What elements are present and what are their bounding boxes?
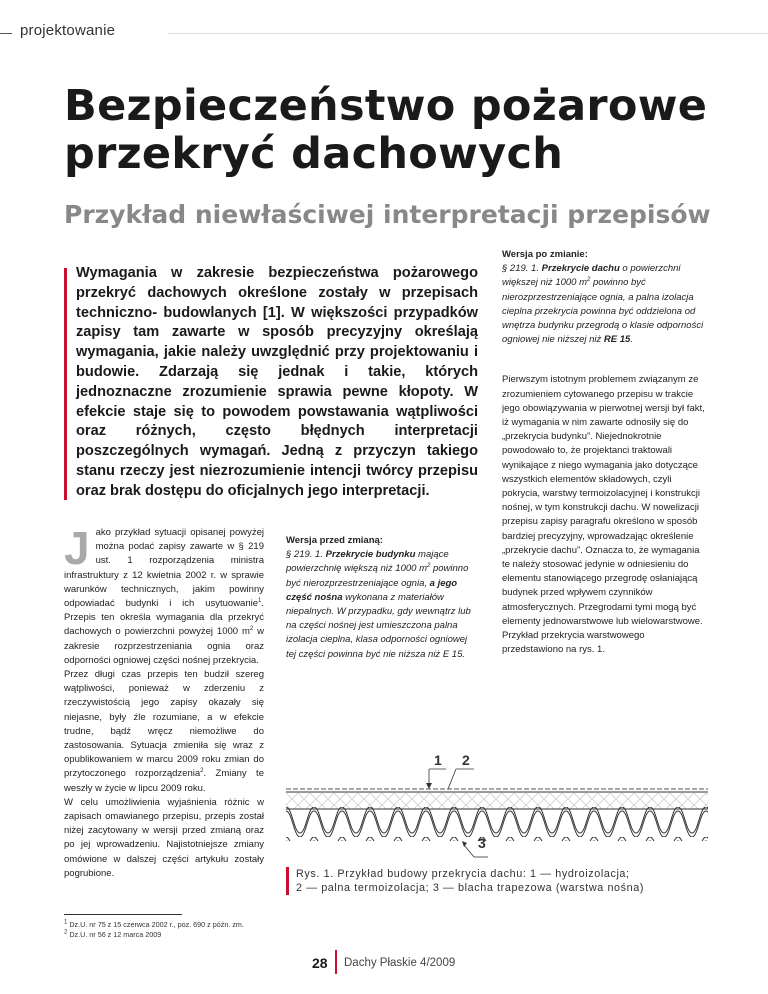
col1-paragraph-2: Przez długi czas przepis ten budził szereg wątpliwości, ponieważ w zderzeniu z rzeczywistością jego zapisy okazały się niejasne, były źle rozumiane, a w efekcie trudne, bądź wręcz niemożliwe do zastosowania. Sytuacja zmieniła się wraz z opublikowaniem w marcu 2009 roku zmian do przytoczonego rozporządzenia$^2$. Zmiany te weszły w życie w lipcu 2009 roku. bbox=[64, 669, 264, 794]
label-2: 2 bbox=[462, 752, 470, 768]
column-1 bbox=[64, 522, 265, 881]
section-label: projektowanie bbox=[20, 22, 116, 39]
version-after-quote: § 219. 1. Przekrycie dachu o powierzchni większej niż 1000 $m^2$ powinno być nierozprzestrzeniające ognia, a palna izolacja cieplna przekrycia powinna być oddzielona od wnętrza budynku przegrodą o klasie odporności ogniowej nie niższej niż RE 15. bbox=[502, 263, 704, 346]
title-line-1: Bezpieczeństwo pożarowe bbox=[64, 81, 708, 131]
lead-paragraph: Wymagania w zakresie bezpieczeństwa pożarowego przekryć dachowych określone zostały w przepisach techniczno- budowlanych [1]. W większości przypadków zapisy tam zawarte w sposób precyzyjny określają wymagania, jakie należy uwzględnić przy projektowaniu i budowie. Zdarzają się jednak i takie, których jednoznaczne zrozumienie sprawia pewne kłopoty. W efekcie staje się to powodem powstawania wątpliwości oraz różnych, często błędnych interpretacji poszczególnych wymagań. Jedną z przyczyn takiego stanu rzeczy jest niezrozumienie intencji twórcy przepisu oraz brak dostępu do oficjalnych jego interpretacji. bbox=[76, 265, 478, 499]
article-title bbox=[64, 82, 707, 178]
footnote-rule bbox=[64, 914, 182, 915]
page-number: 28 bbox=[312, 955, 328, 971]
caption-line-2: 2 — palna termoizolacja; 3 — blacha trapezowa (warstwa nośna) bbox=[296, 882, 645, 895]
caption-line-1: Rys. 1. Przykład budowy przekrycia dachu: 1 — hydroizolacja; bbox=[296, 868, 630, 880]
lead-accent-bar bbox=[64, 268, 67, 500]
title-line-2: przekryć dachowych bbox=[64, 129, 564, 179]
drop-cap: J bbox=[64, 522, 90, 574]
column-3 bbox=[502, 248, 706, 657]
footnote-1: $^1$ Dz.U. nr 75 z 15 czerwca 2002 r., poz. 690 z późn. zm. bbox=[64, 919, 244, 929]
roof-section-diagram bbox=[286, 745, 708, 860]
col1-paragraph-1: ako przykład sytuacji opisanej powyżej można podać zapisy zawarte w § 219 ust. 1 rozporządzenia ministra infrastruktury z 12 kwietnia 2002 r. w sprawie warunków technicznych, jakim powinny odpowiadać budynki i ich usytuowanie$^1$. Przepis ten określa wymagania dla przekryć dachowych o powierzchni powyżej 1000 $m^2$ w zakresie rozprzestrzeniania ognia oraz odporności ogniowej części nośnej przekrycia. bbox=[64, 527, 265, 666]
section-rule bbox=[0, 33, 12, 34]
section-rule-right bbox=[168, 33, 768, 34]
version-after-heading: Wersja po zmianie: bbox=[502, 249, 588, 260]
magazine-issue: Dachy Płaskie 4/2009 bbox=[344, 957, 456, 969]
label-1: 1 bbox=[434, 752, 442, 768]
col3-body-paragraph: Pierwszym istotnym problemem związanym ze zrozumieniem cytowanego przepisu w trakcie jego obowiązywania w pierwotnej wersji był fakt, iż wymagania w nim zawarte odnosiły się do „przekrycia budynku”. Niejednokrotnie powodowało to, że projektanci traktowali wynikające z niego wymagania jako dotyczące wszystkich elementów składowych, czyli pokrycia, warstwy termoizolacyjnej i konstrukcji nośnej, w tym konstrukcji dachu. W nowelizacji przepisu zapisy paragrafu określono w sposób bardziej precyzyjny, wprowadzając określenie „przekrycie dachu”. Oznacza to, że wymagania te należy stosować jedynie w odniesieniu do elementu stanowiącego przegrodę osłaniającą budynek przed wpływem czynników atmosferycznych. Przegrodami tymi mogą być elementy jednowarstwowe lub wielowarstwowe. Przykład przekrycia warstwowego przedstawiono na rys. 1. bbox=[502, 374, 705, 656]
footer-divider bbox=[335, 950, 337, 974]
figure-caption bbox=[296, 867, 716, 895]
article-subtitle: Przykład niewłaściwej interpretacji przepisów bbox=[64, 200, 711, 229]
footnotes bbox=[64, 920, 244, 940]
version-before-heading: Wersja przed zmianą: bbox=[286, 535, 383, 546]
col1-paragraph-3: W celu umożliwienia wyjaśnienia różnic w zapisach omawianego przepisu, przepis został niżej zacytowany w wersji przed zmianą oraz po jej wprowadzeniu. Najistotniejsze zmiany omówione w dalszej części artykułu zostały pogrubione. bbox=[64, 796, 264, 879]
caption-accent-bar bbox=[286, 867, 289, 895]
label-3: 3 bbox=[478, 835, 486, 851]
version-before-quote: § 219. 1. Przekrycie budynku mające powierzchnię większą niż 1000 $m^2$ powinno być nierozprzestrzeniające ognia, a jego część nośna wykonana z materiałów niepalnych. W przypadku, gdy wewnątrz lub na części nośnej jest umieszczona palna izolacja cieplna, klasa odporności ogniowej tej części powinna być nie niższa niż E 15. bbox=[286, 549, 471, 660]
column-2 bbox=[286, 534, 476, 662]
footnote-2: $^2$ Dz.U. nr 56 z 12 marca 2009 bbox=[64, 929, 162, 939]
